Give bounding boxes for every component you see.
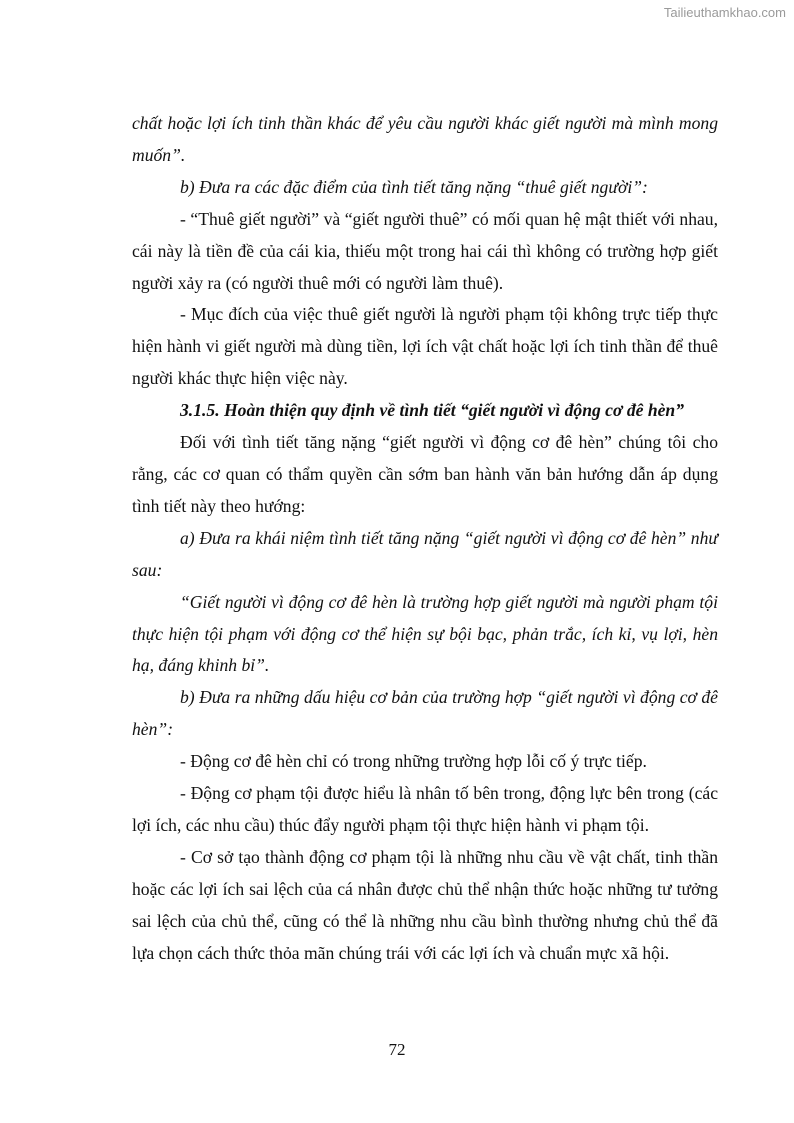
paragraph-bullet-purpose: - Mục đích của việc thuê giết người là người phạm tội không trực tiếp thực hiện hành vi giết người mà dùng tiền, lợi ích vật chất hoặc lợi ích tinh thần để thuê người khác thực hiện việc này. [132, 304, 718, 389]
watermark: Tailieuthamkhao.com [663, 5, 786, 20]
paragraph-bullet-basis: - Cơ sở tạo thành động cơ phạm tội là những nhu cầu về vật chất, tinh thần hoặc các lợi ích sai lệch của cá nhân được chủ thể nhận thức hoặc những tư tưởng sai lệch của chủ thể, cũng có thể là những nhu cầu bình thường nhưng chủ thể đã lựa chọn cách thức thỏa mãn chúng trái với các lợi ích và chuẩn mực xã hội. [132, 846, 718, 963]
paragraph-a-concept: a) Đưa ra khái niệm tình tiết tăng nặng “giết người vì động cơ đê hèn” như sau: [132, 527, 718, 580]
paragraph-intro: Đối với tình tiết tăng nặng “giết người vì động cơ đê hèn” chúng tôi cho rằng, các cơ quan có thẩm quyền cần sớm ban hành văn bản hướng dẫn áp dụng tình tiết này theo hướng: [132, 432, 718, 516]
paragraph-continuation: chất hoặc lợi ích tinh thần khác để yêu cầu người khác giết người mà mình mong muốn”. [132, 113, 718, 165]
page-number: 72 [388, 1040, 406, 1059]
document-body [132, 108, 718, 969]
paragraph-b-signs: b) Đưa ra những dấu hiệu cơ bản của trường hợp “giết người vì động cơ đê hèn”: [132, 687, 718, 740]
paragraph-definition-quote: “Giết người vì động cơ đê hèn là trường hợp giết người mà người phạm tội thực hiện tội phạm với động cơ thể hiện sự bội bạc, phản trắc, ích kỉ, vụ lợi, hèn hạ, đáng khinh bỉ”. [132, 591, 718, 676]
paragraph-bullet-intent: - Động cơ đê hèn chỉ có trong những trường hợp lỗi cố ý trực tiếp. [180, 751, 647, 772]
paragraph-bullet-relationship: - “Thuê giết người” và “giết người thuê” có mối quan hệ mật thiết với nhau, cái này là tiền đề của cái kia, thiếu một trong hai cái thì không có trường hợp giết người xảy ra (có người thuê mới có người làm thuê). [132, 208, 718, 293]
paragraph-b-characteristics: b) Đưa ra các đặc điểm của tình tiết tăng nặng “thuê giết người”: [180, 176, 648, 197]
paragraph-bullet-motive: - Động cơ phạm tội được hiểu là nhân tố bên trong, động lực bên trong (các lợi ích, các nhu cầu) thúc đẩy người phạm tội thực hiện hành vi phạm tội. [132, 783, 718, 835]
section-heading-3-1-5: 3.1.5. Hoàn thiện quy định về tình tiết “giết người vì động cơ đê hèn” [180, 400, 684, 421]
